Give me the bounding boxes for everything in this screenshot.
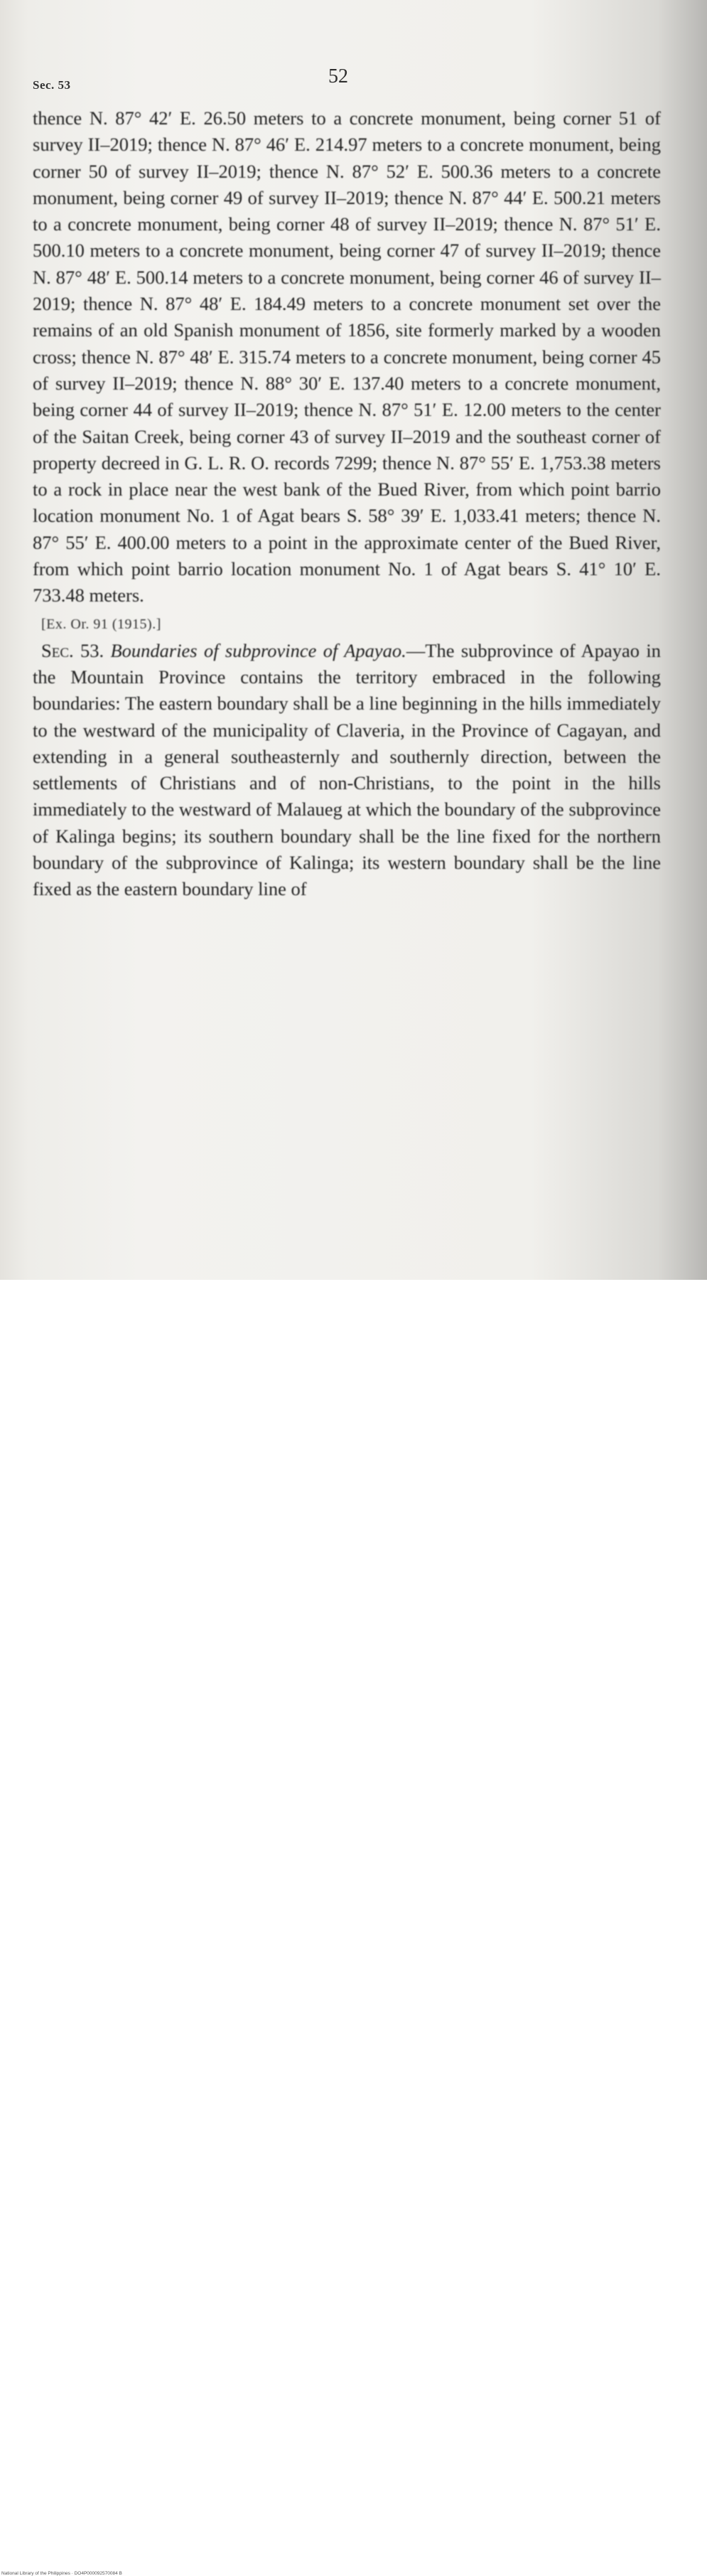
citation: [Ex. Or. 91 (1915).] (41, 616, 161, 632)
section-title: Boundaries of subprovince of Apayao. (110, 639, 406, 661)
section-body: —The subprovince of Apayao in the Mountain Province contains the territory embraced in the following boundaries: The eastern boundary shall be a line beginning in the hills immediately to the westward of the municipality of Claveria, in the Province of Cagayan, and extending in a general southeasternly and southernly direction, between the settlements of Christians and of non-Christians, to the point in the hills immediately to the westward of Malaueg at which the boundary of the subprovince of Kalinga begins; its southern boundary shall be the line fixed for the northern boundary of the subprovince of Kalinga; its western boundary shall be the line fixed as the eastern boundary line of (33, 639, 661, 900)
body-text (33, 105, 661, 903)
footer-strip (0, 1280, 707, 2576)
section-53-paragraph (33, 638, 661, 903)
scanned-page (0, 0, 707, 1280)
section-running-head: Sec. 53 (33, 78, 71, 92)
page-header (0, 65, 707, 94)
footer-note: National Library of the Philippines · DO4P000092570084 B (1, 2571, 122, 2576)
section-label: Sec. 53. (41, 639, 104, 661)
page-number: 52 (328, 65, 348, 87)
continuation-paragraph: thence N. 87° 42′ E. 26.50 meters to a concrete monument, being corner 51 of survey II–2019; thence N. 87° 46′ E. 214.97 meters to a concrete monument, being corner 50 of survey II–2019; thence N. 87° 52′ E. 500.36 meters to a concrete monument, being corner 49 of survey II–2019; thence N. 87° 44′ E. 500.21 meters to a concrete monument, being corner 48 of survey II–2019; thence N. 87° 51′ E. 500.10 meters to a concrete monument, being corner 47 of survey II–2019; thence N. 87° 48′ E. 500.14 meters to a concrete monument, being corner 46 of survey II–2019; thence N. 87° 48′ E. 184.49 meters to a concrete monument set over the remains of an old Spanish monument of 1856, site formerly marked by a wooden cross; thence N. 87° 48′ E. 315.74 meters to a concrete monument, being corner 45 of survey II–2019; thence N. 88° 30′ E. 137.40 meters to a concrete monument, being corner 44 of survey II–2019; thence N. 87° 51′ E. 12.00 meters to the center of the Saitan Creek, being corner 43 of survey II–2019 and the southeast corner of property decreed in G. L. R. O. records 7299; thence N. 87° 55′ E. 1,753.38 meters to a rock in place near the west bank of the Bued River, from which point barrio location monument No. 1 of Agat bears S. 58° 39′ E. 1,033.41 meters; thence N. 87° 55′ E. 400.00 meters to a point in the approximate center of the Bued River, from which point barrio location monument No. 1 of Agat bears S. 41° 10′ E. 733.48 meters. (33, 107, 661, 606)
